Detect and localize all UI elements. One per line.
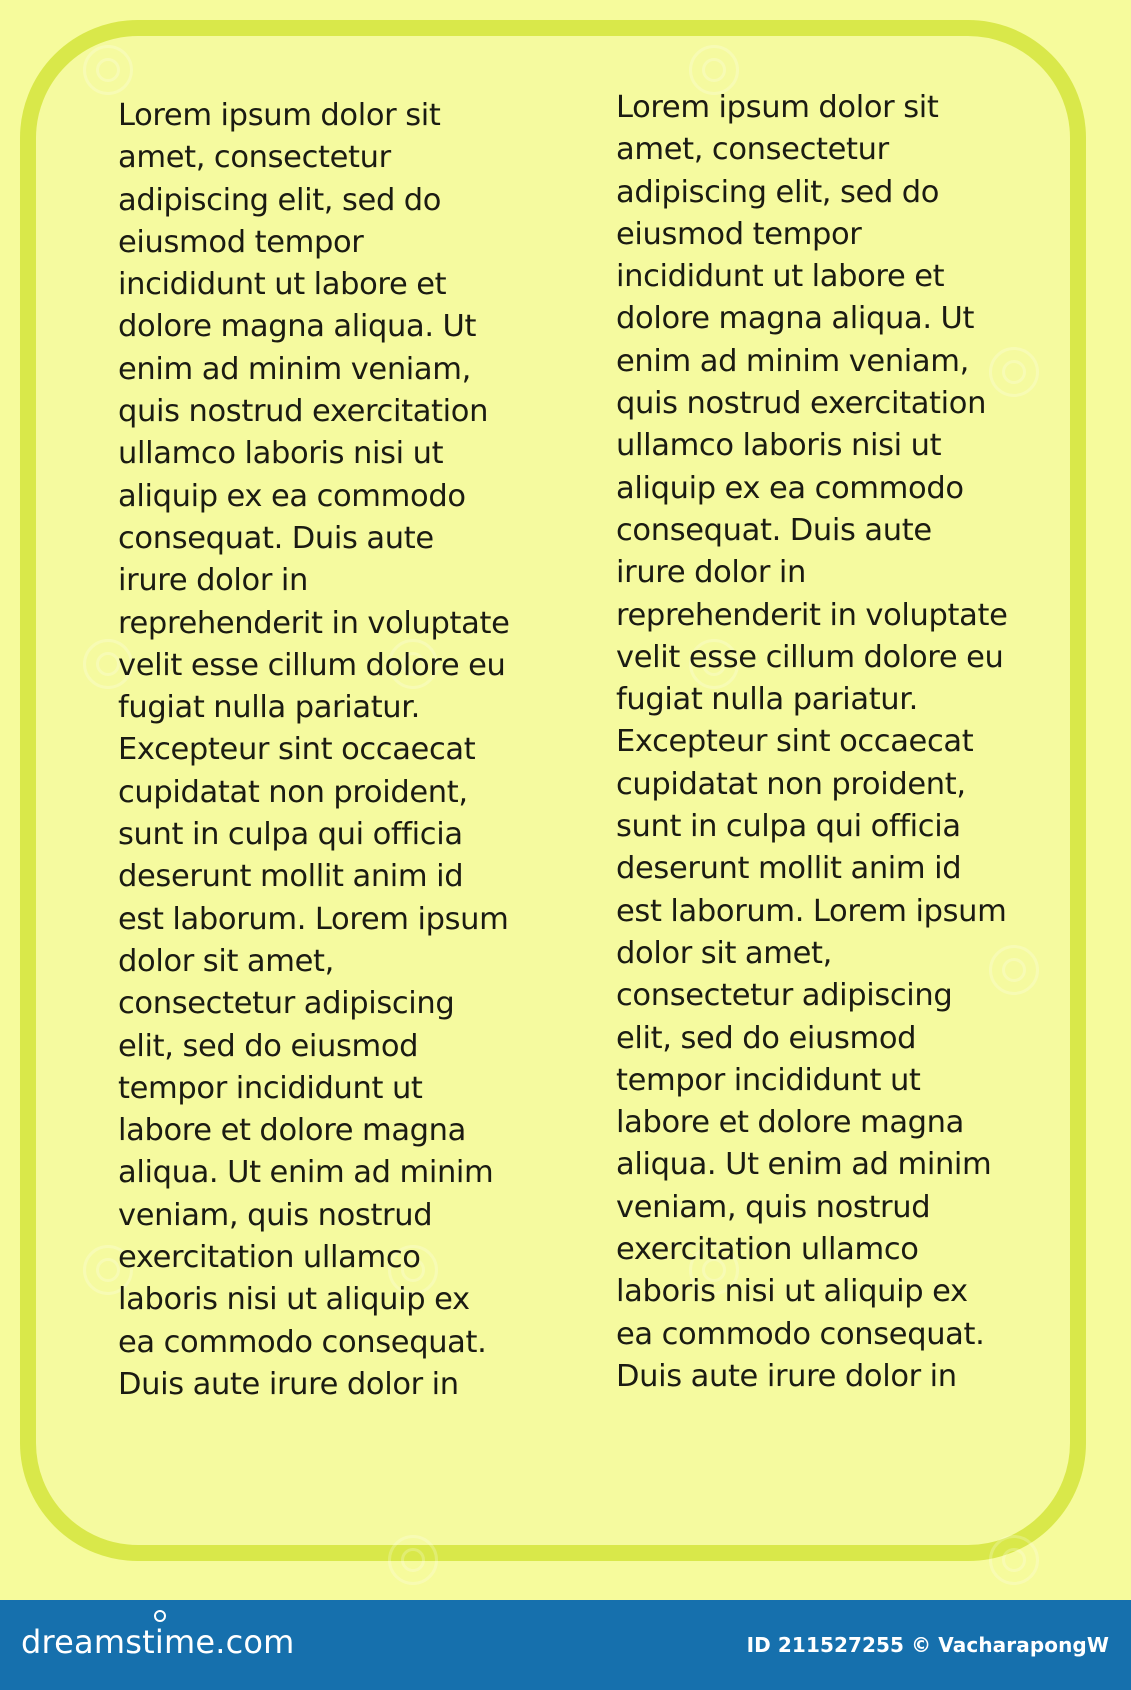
registered-mark-icon <box>154 1610 166 1622</box>
image-credit-footer <box>0 1600 1131 1690</box>
brand-logo-text: dreamstime.com <box>21 1623 295 1661</box>
image-id-credit: ID 211527255 © VacharapongW <box>746 1633 1109 1657</box>
left-column-text: Lorem ipsum dolor sit amet, consectetur adipiscing elit, sed do eiusmod tempor incididunt ut labore et dolore magna aliqua. Ut enim ad minim veniam, quis nostrud exercitation ullamco laboris nisi ut aliquip ex ea commodo consequat. Duis aute irure dolor in reprehenderit in voluptate velit esse cillum dolore eu fugiat nulla pariatur. Excepteur sint occaecat cupidatat non proident, sunt in culpa qui officia deserunt mollit anim id est laborum. Lorem ipsum dolor sit amet, consectetur adipiscing elit, sed do eiusmod tempor incididunt ut labore et dolore magna aliqua. Ut enim ad minim veniam, quis nostrud exercitation ullamco laboris nisi ut aliquip ex ea commodo consequat. Duis aute irure dolor in <box>118 98 510 1402</box>
right-column-text: Lorem ipsum dolor sit amet, consectetur adipiscing elit, sed do eiusmod tempor incididunt ut labore et dolore magna aliqua. Ut enim ad minim veniam, quis nostrud exercitation ullamco laboris nisi ut aliquip ex ea commodo consequat. Duis aute irure dolor in reprehenderit in voluptate velit esse cillum dolore eu fugiat nulla pariatur. Excepteur sint occaecat cupidatat non proident, sunt in culpa qui officia deserunt mollit anim id est laborum. Lorem ipsum dolor sit amet, consectetur adipiscing elit, sed do eiusmod tempor incididunt ut labore et dolore magna aliqua. Ut enim ad minim veniam, quis nostrud exercitation ullamco laboris nisi ut aliquip ex ea commodo consequat. Duis aute irure dolor in <box>616 90 1008 1394</box>
